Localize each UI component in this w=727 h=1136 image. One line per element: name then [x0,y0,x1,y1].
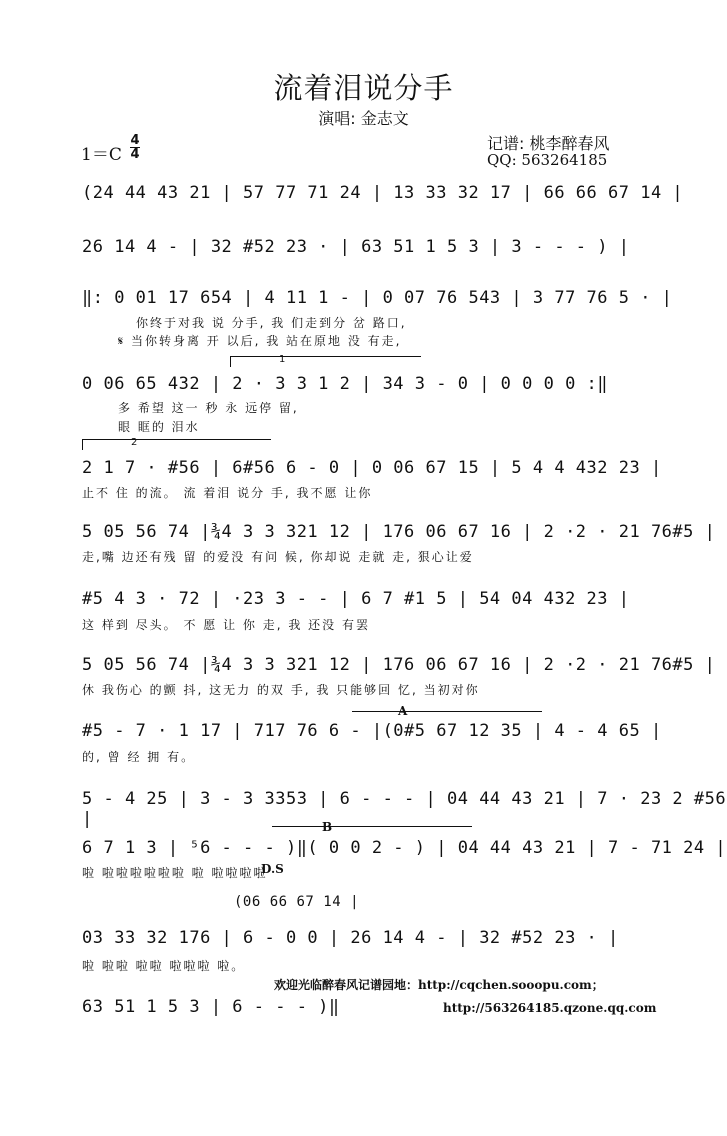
score-line-6: 5 05 56 74 |¾4 3 3 321 12 | 176 06 67 16 | 2 ·2 · 21 76#5 | [82,522,716,542]
lyric-line-3b: 𝄋 当你转身离 开 以后, 我 站在原地 没 有走, [118,334,402,348]
mark-b-line [272,826,472,827]
mark-a-line [352,711,542,712]
volta-2: 2 [82,439,271,450]
dal-segno: D.S [261,862,284,876]
lyric-line-13: 啦 啦啦 啦啦 啦啦啦 啦。 [82,959,246,973]
score-line-5: 2 1 7 · #56 | 6#56 6 - 0 | 0 06 67 15 | 5 4 4 432 23 | [82,458,662,478]
score-line-7: #5 4 3 · 72 | ·23 3 - - | 6 7 #1 5 | 54 04 432 23 | [82,589,630,609]
score-line-1: (24 44 43 21 | 57 77 71 24 | 13 33 32 17 | 66 66 67 14 | [82,183,684,203]
score-line-14: 63 51 1 5 3 | 6 - - - )‖ [82,997,340,1017]
score-line-12: (06 66 67 14 | [234,894,360,910]
transcriber-credit: 记谱: 桃李醉春风 [487,134,610,153]
score-line-4: 0 06 65 432 | 2 · 3 3 1 2 | 34 3 - 0 | 0 0 0 0 :‖ [82,374,609,394]
lyric-line-4b: 眼 眶的 泪水 [118,420,200,434]
qq-number: QQ: 563264185 [487,151,608,169]
meter-top: 4 [130,133,140,148]
lyric-line-6: 走,嘴 边还有残 留 的爱没 有问 候, 你却说 走就 走, 狠心让爱 [82,550,474,564]
score-line-3: ‖: 0 01 17 654 | 4 11 1 - | 0 07 76 543 | 3 77 76 5 · | [82,288,673,308]
lyric-line-5: 止不 住 的流。 流 着泪 说分 手, 我不愿 让你 [82,486,373,500]
score-line-2: 26 14 4 - | 32 #52 23 · | 63 51 1 5 3 | 3 - - - ) | [82,237,630,257]
score-line-11: 6 7 1 3 | ⁵6 - - - )‖( 0 0 2 - ) | 04 44 43 21 | 7 - 71 24 | [82,838,727,858]
lyric-line-9: 的, 曾 经 拥 有。 [82,750,196,764]
rehearsal-mark-b: B [322,820,333,834]
lyric-line-8: 休 我伤心 的颤 抖, 这无力 的双 手, 我 只能够回 忆, 当初对你 [82,683,480,697]
score-line-9: #5 - 7 · 1 17 | 717 76 6 - |(0#5 67 12 35 | 4 - 4 65 | [82,721,662,741]
song-title: 流着泪说分手 [273,71,454,105]
rehearsal-mark-a: A [398,704,408,718]
score-line-13: 03 33 32 176 | 6 - 0 0 | 26 14 4 - | 32 #52 23 · | [82,928,619,948]
time-signature [130,134,140,161]
singer-credit: 演唱: 金志文 [318,109,409,128]
qzone-url: http://563264185.qzone.qq.com [443,1001,657,1015]
welcome-footer: 欢迎光临醉春风记谱园地：http://cqchen.sooopu.com； [274,978,604,992]
score-line-8: 5 05 56 74 |¾4 3 3 321 12 | 176 06 67 16 | 2 ·2 · 21 76#5 | [82,655,716,675]
score-line-10: 5 - 4 25 | 3 - 3 3353 | 6 - - - | 04 44 43 21 | 7 · 23 2 #56 | [82,789,727,829]
key-signature: 1＝C [81,145,122,165]
volta-1: 1 [230,356,421,367]
meter-bottom: 4 [130,147,140,162]
lyric-line-4a: 多 希望 这一 秒 永 远停 留, [118,401,299,415]
lyric-line-3a: 你终于对我 说 分手, 我 们走到分 岔 路口, [136,316,407,330]
lyric-line-7: 这 样到 尽头。 不 愿 让 你 走, 我 还没 有罢 [82,618,370,632]
lyric-line-11: 啦 啦啦啦啦啦啦 啦 啦啦啦啦 [82,866,268,880]
